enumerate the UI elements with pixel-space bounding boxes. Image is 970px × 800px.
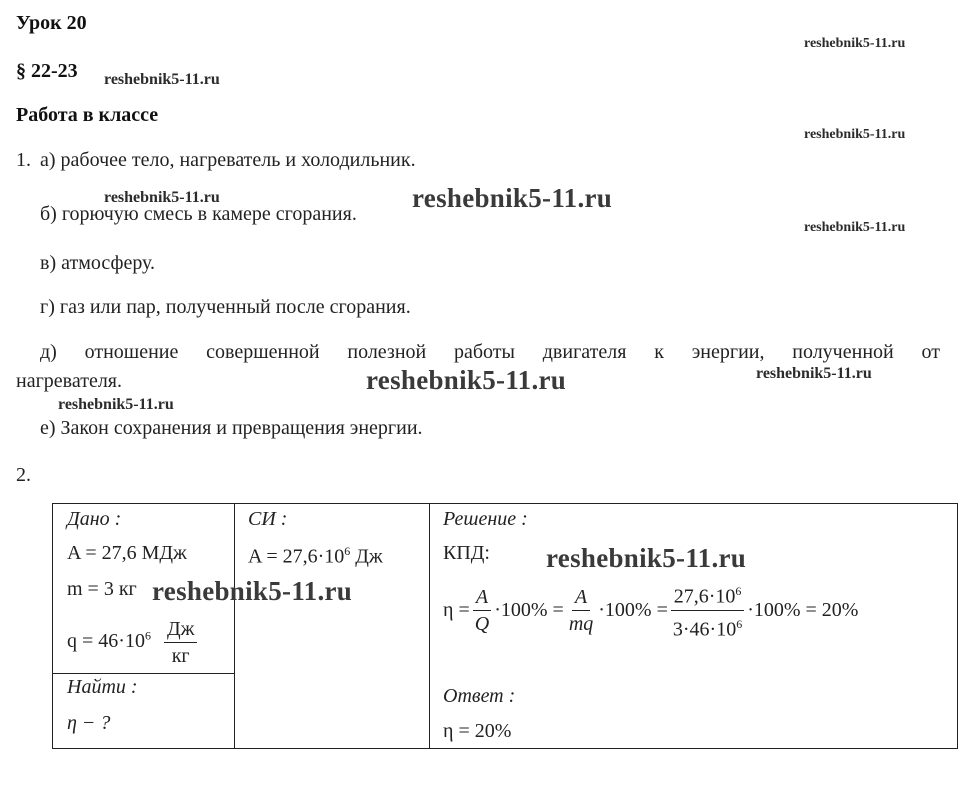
task1-item-g: г) газ или пар, полученный после сгорания. [40, 296, 411, 318]
task2-number: 2. [16, 464, 31, 486]
watermark: reshebnik5-11.ru [104, 189, 220, 206]
class-work-heading: Работа в классе [16, 104, 159, 126]
given-work: A = 27,6 МДж [67, 542, 187, 564]
watermark: reshebnik5-11.ru [804, 36, 906, 51]
formula-fraction: $\frac{A}{mq}$ [568, 585, 594, 635]
watermark: reshebnik5-11.ru [152, 576, 353, 606]
watermark: reshebnik5-11.ru [546, 543, 747, 573]
find-title: Найти : [67, 676, 138, 698]
given-mass: m = 3 кг [67, 578, 137, 600]
watermark: reshebnik5-11.ru [366, 365, 567, 395]
given-title: Дано : [67, 508, 122, 530]
solution-table [52, 503, 958, 749]
watermark: reshebnik5-11.ru [804, 220, 906, 235]
column-divider [234, 504, 235, 748]
answer-value: η = 20% [443, 720, 512, 742]
task1-item-d-line2: нагревателя. [16, 370, 122, 392]
task1-item-b: б) горючую смесь в камере сгорания. [40, 203, 357, 225]
si-work: $A = 27,6\cdot 10^6$ Дж [248, 544, 383, 568]
column-divider [429, 504, 430, 748]
watermark: reshebnik5-11.ru [104, 71, 220, 88]
task1-item-e: е) Закон сохранения и превращения энергии. [40, 417, 423, 439]
efficiency-label: КПД: [443, 542, 490, 564]
task1-item-d-line1: д) отношение совершенной полезной работы двигателя к энергии, полученной от [40, 341, 940, 363]
solution-title: Решение : [443, 508, 528, 530]
find-value: η − ? [67, 712, 111, 734]
row-divider [53, 673, 234, 674]
efficiency-formula: η = $\frac{A}{Q}$ ·100% = $\frac{A}{mq}$ ·100% = $\frac{27,6\cdot 10^6}{3\cdot 46\cdot 10^6}$ ·100% = 20% [443, 578, 858, 642]
watermark: reshebnik5-11.ru [756, 365, 872, 382]
answer-title: Ответ : [443, 685, 516, 707]
watermark: reshebnik5-11.ru [58, 396, 174, 413]
given-specific-heat: $q = 46\cdot 10^6$ $\frac{Дж}{кг}$ [67, 616, 199, 669]
si-title: СИ : [248, 508, 288, 530]
formula-fraction: $\frac{A}{Q}$ [474, 585, 490, 635]
formula-fraction: $\frac{27,6\cdot 10^6}{3\cdot 46\cdot 10^6}$ [670, 578, 745, 642]
task1-item-v: в) атмосферу. [40, 252, 156, 274]
lesson-title: Урок 20 [16, 12, 87, 34]
unit-fraction: $\frac{Дж}{кг}$ [164, 616, 197, 669]
watermark: reshebnik5-11.ru [804, 127, 906, 142]
section-number: § 22-23 [16, 60, 78, 82]
task1-item-a: а) рабочее тело, нагреватель и холодильник. [40, 149, 416, 171]
watermark: reshebnik5-11.ru [412, 183, 613, 213]
task1-number: 1. [16, 149, 31, 171]
